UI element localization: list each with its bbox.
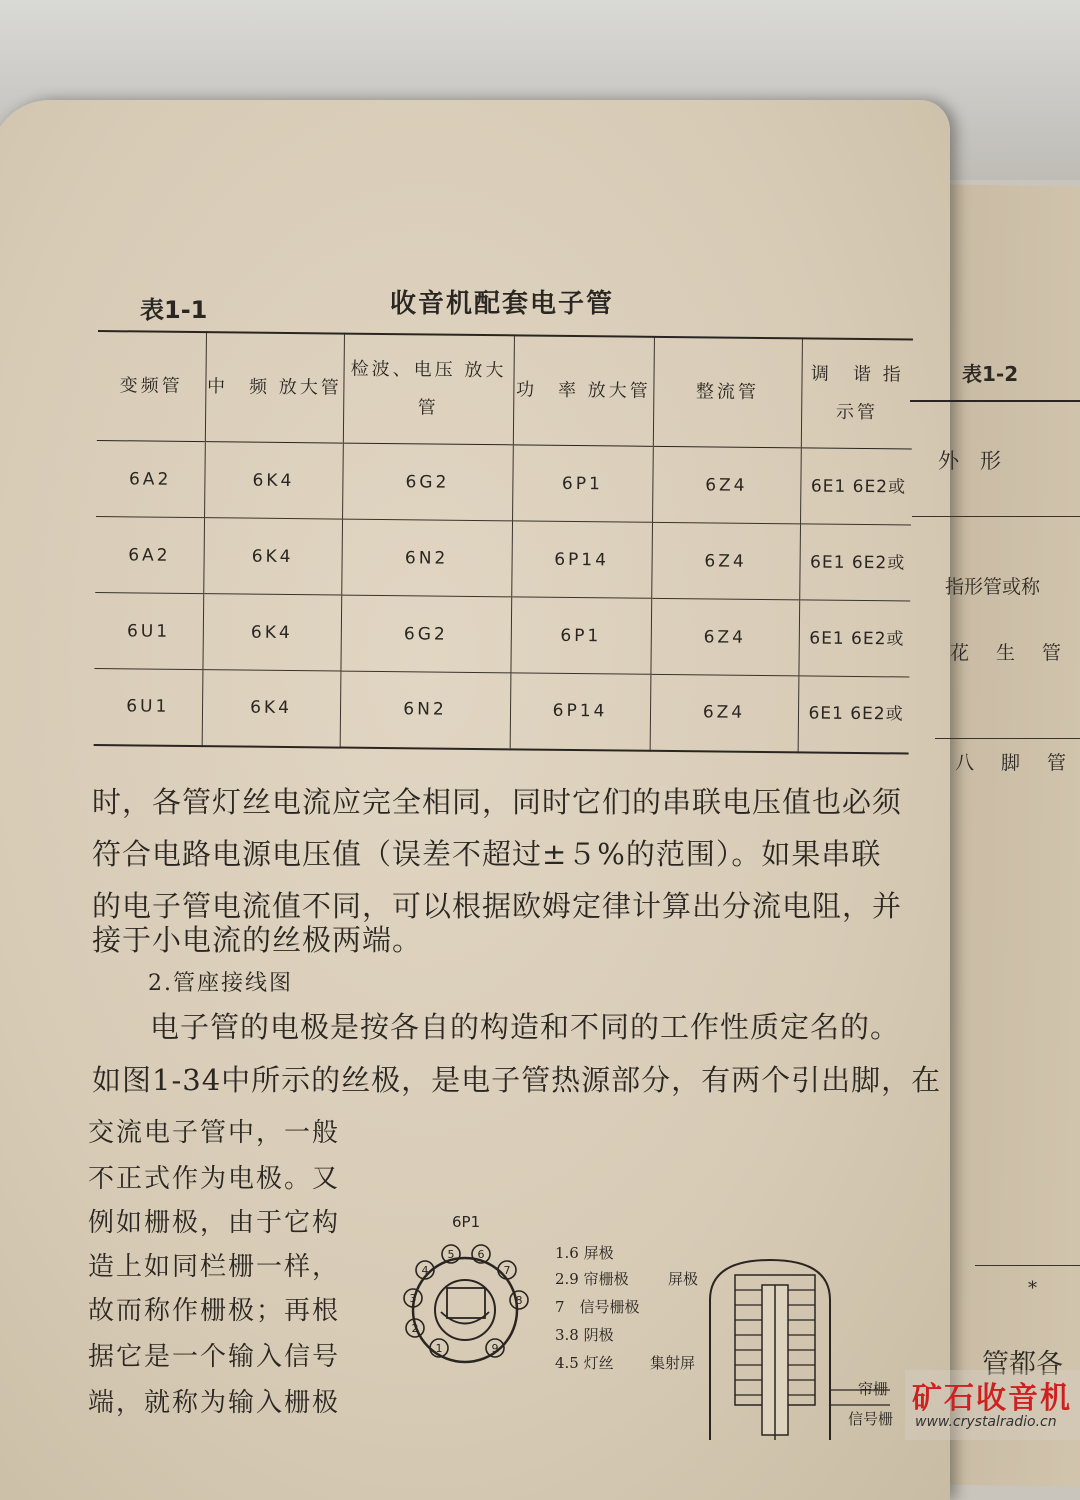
paragraph-line: 如图1-34中所示的丝极，是电子管热源部分，有两个引出脚，在 (92, 1063, 942, 1097)
side-text-line: 交流电子管中，一般 (88, 1118, 341, 1148)
side-text-line: 例如栅极，由于它构 (88, 1208, 341, 1238)
table-cell: 6Z4 (651, 522, 800, 600)
figure-label: 6P1 (452, 1213, 481, 1231)
header-cell: 检波、电压 放大管 (343, 334, 514, 445)
table-cell: 6N2 (341, 519, 512, 597)
side-text-line: 故而称作栅极；再根 (88, 1296, 341, 1326)
table-cell: 6N2 (340, 671, 511, 749)
table-header-row (97, 331, 913, 449)
legend-item: 3.8 阴极 (555, 1326, 614, 1344)
table-row (94, 668, 910, 753)
header-cell: 整流管 (653, 337, 802, 448)
svg-text:9: 9 (491, 1342, 499, 1355)
table-cell: 6U1 (126, 696, 170, 718)
legend-item: 7 信号栅极 (555, 1298, 640, 1316)
side-text-line: 造上如同栏栅一样， (88, 1252, 341, 1282)
footnote-mark: * (1028, 1278, 1037, 1299)
right-table-row-label: 指形管或称 (945, 576, 1041, 598)
table-cell: 6Z4 (652, 446, 801, 524)
callout-label: 集射屏 (650, 1354, 696, 1372)
table-cell: 6K4 (202, 670, 341, 747)
paragraph-line: 的电子管电流值不同，可以根据欧姆定律计算出分流电阻，并 (92, 889, 903, 923)
callout-label: 帘栅 (858, 1380, 889, 1398)
table-cell: 6A2 (128, 468, 172, 490)
section-heading: 2.管座接线图 (148, 971, 293, 996)
svg-text:1: 1 (435, 1342, 443, 1355)
callout-label: 屏极 (668, 1270, 699, 1288)
side-text-line: 据它是一个输入信号 (88, 1342, 341, 1372)
right-table-rule (910, 400, 1080, 402)
right-table-rule (935, 738, 1080, 739)
right-footnote-rule (975, 1265, 1080, 1266)
side-text-line: 端，就称为输入栅极 (88, 1388, 341, 1418)
watermark-logo: 矿石收音机 (912, 1381, 1072, 1416)
paragraph-line: 电子管的电极是按各自的构造和不同的工作性质定名的。 (150, 1010, 901, 1044)
right-table-row-label: 八 脚 管 (955, 752, 1071, 774)
legend-item: 4.5 灯丝 (555, 1354, 614, 1372)
right-table-rule (912, 516, 1080, 517)
table-cell: 6A2 (128, 544, 171, 566)
table-cell: 6U1 (126, 620, 171, 642)
right-table-row-label: 花 生 管 (950, 642, 1066, 664)
table-cell: 6P14 (510, 673, 651, 750)
table-title: 收音机配套电子管 (390, 289, 615, 319)
right-page-text: 管都各 (982, 1349, 1063, 1380)
header-cell: 中 频 放大管 (205, 332, 344, 443)
table-cell: 6E1 6E2或 (798, 676, 910, 753)
tube-table (94, 330, 913, 754)
table-cell: 6K4 (203, 518, 342, 595)
table-cell: 6Z4 (650, 674, 799, 752)
tube-socket-diagram (395, 1240, 535, 1380)
table-cell: 6E1 6E2或 (799, 524, 911, 601)
table-row (94, 592, 910, 677)
table-cell: 6K4 (202, 594, 341, 671)
paragraph-line: 接于小电流的丝极两端。 (92, 923, 423, 957)
svg-text:6: 6 (477, 1248, 485, 1261)
table-row (95, 516, 911, 601)
header-cell: 调 谐 指示管 (801, 338, 913, 449)
table-cell: 6P14 (511, 521, 652, 598)
paragraph-line: 符合电路电源电压值（误差不超过±５%的范围）。如果串联 (92, 837, 882, 871)
svg-text:8: 8 (515, 1294, 523, 1307)
svg-text:4: 4 (421, 1264, 429, 1277)
legend-item: 1.6 屏极 (555, 1244, 614, 1262)
right-table-row-label: 外 形 (938, 449, 1001, 473)
table-cell: 6K4 (204, 442, 343, 519)
table-cell: 6E1 6E2或 (800, 448, 912, 525)
table-cell: 6Z4 (650, 598, 799, 676)
svg-text:3: 3 (409, 1292, 417, 1305)
table-cell: 6P1 (510, 597, 651, 674)
watermark-url: www.crystalradio.cn (915, 1414, 1057, 1430)
right-table-number: 表1-2 (962, 362, 1019, 386)
header-cell: 变频管 (119, 375, 183, 397)
table-cell: 6G2 (342, 443, 513, 521)
svg-text:5: 5 (447, 1248, 455, 1261)
svg-text:2: 2 (411, 1322, 419, 1335)
callout-label: 信号栅 (848, 1410, 894, 1428)
table-row (96, 440, 912, 525)
legend-item: 2.9 帘栅极 (555, 1270, 629, 1288)
table-cell: 6G2 (340, 595, 511, 673)
table-cell: 6E1 6E2或 (798, 600, 910, 677)
paragraph-line: 时，各管灯丝电流应完全相同，同时它们的串联电压值也必须 (92, 785, 903, 819)
table-number: 表1-1 (140, 296, 208, 324)
header-cell: 功 率 放大管 (513, 335, 654, 446)
svg-text:7: 7 (503, 1264, 511, 1277)
side-text-line: 不正式作为电极。又 (88, 1164, 341, 1194)
table-cell: 6P1 (512, 445, 653, 522)
